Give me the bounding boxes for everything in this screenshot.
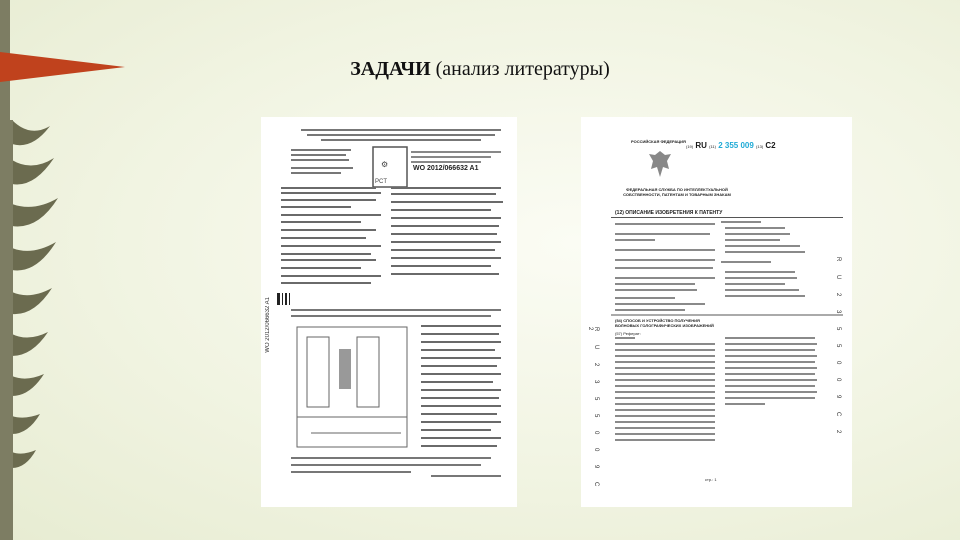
ru-code-block: (19) RU (11) 2 355 009 (13) C2 (686, 141, 776, 150)
ru-patent-scan (581, 117, 852, 507)
ru-agency: РОССИЙСКАЯ ФЕДЕРАЦИЯ (631, 139, 686, 144)
ru-side-label-right: R U 2 3 5 5 0 0 9 C 2 (835, 257, 841, 440)
slide-title: ЗАДАЧИ (анализ литературы) (350, 58, 610, 80)
ru-doc-type: (12) ОПИСАНИЕ ИЗОБРЕТЕНИЯ К ПАТЕНТУ (615, 210, 723, 216)
ru-patent-page (581, 117, 852, 507)
svg-text:PCT: PCT (375, 179, 387, 185)
wo-patent-scan (261, 117, 517, 507)
ru-side-label-left: R U 2 3 5 5 0 0 9 C 2 (587, 327, 599, 493)
wo-side-number: WO 2012/066632 A1 (265, 297, 271, 353)
ru-service: ФЕДЕРАЛЬНАЯ СЛУЖБА ПО ИНТЕЛЛЕКТУАЛЬНОЙ СОБСТВЕННОСТИ, ПАТЕНТАМ И ТОВАРНЫМ ЗНАКАМ (623, 187, 731, 197)
wo-patent-page (261, 117, 517, 507)
ru-abstract-label: (57) Реферат: (615, 331, 641, 336)
svg-text:⚙: ⚙ (381, 160, 389, 169)
ru-section-title: (54) СПОСОБ И УСТРОЙСТВО ПОЛУЧЕНИЯ ВОЛНОВЫХ ГОЛОГРАФИЧЕСКИХ ИЗОБРАЖЕНИЙ (615, 318, 714, 328)
wo-pub-number: WO 2012/066632 A1 (413, 165, 479, 172)
leaf-decoration (10, 120, 70, 540)
ru-footer: стр.: 1 (705, 477, 717, 482)
